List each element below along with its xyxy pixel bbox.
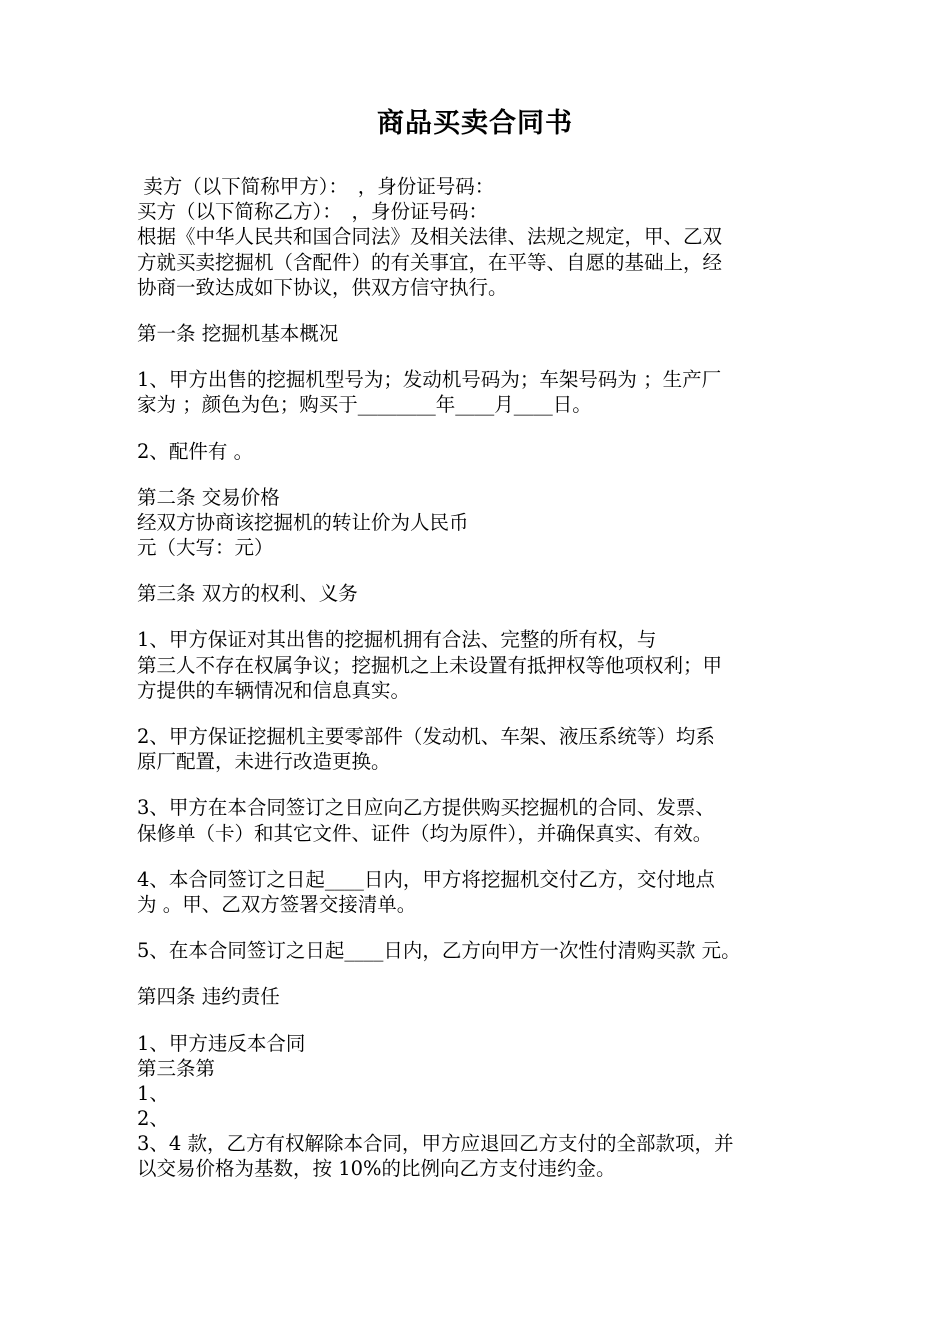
paragraph-gap xyxy=(137,963,827,984)
document-body xyxy=(137,174,827,1182)
paragraph-gap xyxy=(137,560,827,581)
text-line: 5、在本合同签订之日起____日内，乙方向甲方一次性付清购买款 元。 xyxy=(137,939,741,963)
text-line: 第三条第 xyxy=(137,1056,216,1080)
text-line: 根据《中华人民共和国合同法》及相关法律、法规之规定，甲、乙双 xyxy=(137,225,723,249)
text-line: 原厂配置，未进行改造更换。 xyxy=(137,750,391,774)
text-line: 3、甲方在本合同签订之日应向乙方提供购买挖掘机的合同、发票、 xyxy=(137,796,715,820)
text-line: 方提供的车辆情况和信息真实。 xyxy=(137,678,411,702)
text-line: 元（大写：元） xyxy=(137,536,274,560)
text-line: 家为 ；颜色为色；购买于________年____月____日。 xyxy=(137,393,592,417)
text-line: 4、本合同签订之日起____日内，甲方将挖掘机交付乙方，交付地点 xyxy=(137,867,715,891)
paragraph-block xyxy=(137,724,827,774)
text-line: 第二条 交易价格 xyxy=(137,485,280,509)
text-line: 1、甲方违反本合同 xyxy=(137,1031,306,1055)
paragraph-gap xyxy=(137,917,827,938)
paragraph-block xyxy=(137,984,827,1009)
paragraph-block xyxy=(137,439,827,464)
paragraph-block xyxy=(137,627,827,703)
text-line: 保修单（卡）和其它文件、证件（均为原件），并确保真实、有效。 xyxy=(137,821,713,845)
paragraph-block xyxy=(137,938,827,963)
paragraph-gap xyxy=(137,346,827,367)
text-line: 以交易价格为基数，按 10%的比例向乙方支付违约金。 xyxy=(137,1157,616,1181)
text-line: 买方（以下简称乙方）： ，身份证号码： xyxy=(137,200,489,224)
paragraph-block xyxy=(137,485,827,561)
paragraph-gap xyxy=(137,418,827,439)
paragraph-block xyxy=(137,867,827,917)
paragraph-block xyxy=(137,367,827,417)
paragraph-block xyxy=(137,321,827,346)
paragraph-gap xyxy=(137,300,827,321)
paragraph-gap xyxy=(137,774,827,795)
text-line: 经双方协商该挖掘机的转让价为人民币 xyxy=(137,510,469,534)
paragraph-block xyxy=(137,174,827,300)
text-line: 3、4 款，乙方有权解除本合同，甲方应退回乙方支付的全部款项，并 xyxy=(137,1132,734,1156)
text-line: 1、甲方保证对其出售的挖掘机拥有合法、完整的所有权，与 xyxy=(137,628,657,652)
text-line: 第三人不存在权属争议；挖掘机之上未设置有抵押权等他项权利；甲 xyxy=(137,653,723,677)
paragraph-block xyxy=(137,1031,827,1182)
text-line: 卖方（以下简称甲方）： ，身份证号码： xyxy=(137,175,495,198)
text-line: 第四条 违约责任 xyxy=(137,985,280,1009)
text-line: 2、配件有 。 xyxy=(137,439,254,463)
text-line: 第三条 双方的权利、义务 xyxy=(137,582,358,606)
document-title: 商品买卖合同书 xyxy=(377,108,573,139)
text-line: 2、 xyxy=(137,1107,169,1131)
text-line: 1、 xyxy=(137,1081,169,1105)
text-line: 协商一致达成如下协议，供双方信守执行。 xyxy=(137,275,508,299)
text-line: 2、甲方保证挖掘机主要零部件（发动机、车架、液压系统等）均系 xyxy=(137,725,715,748)
text-line: 第一条 挖掘机基本概况 xyxy=(137,321,339,345)
paragraph-block xyxy=(137,795,827,845)
paragraph-gap xyxy=(137,1010,827,1031)
paragraph-gap xyxy=(137,464,827,485)
paragraph-gap xyxy=(137,846,827,867)
paragraph-gap xyxy=(137,703,827,724)
text-line: 1、甲方出售的挖掘机型号为；发动机号码为；车架号码为 ；生产厂 xyxy=(137,368,722,392)
text-line: 为 。甲、乙双方签署交接清单。 xyxy=(137,892,417,916)
text-line: 方就买卖挖掘机（含配件）的有关事宜，在平等、自愿的基础上，经 xyxy=(137,250,723,274)
paragraph-gap xyxy=(137,606,827,627)
paragraph-block xyxy=(137,581,827,606)
